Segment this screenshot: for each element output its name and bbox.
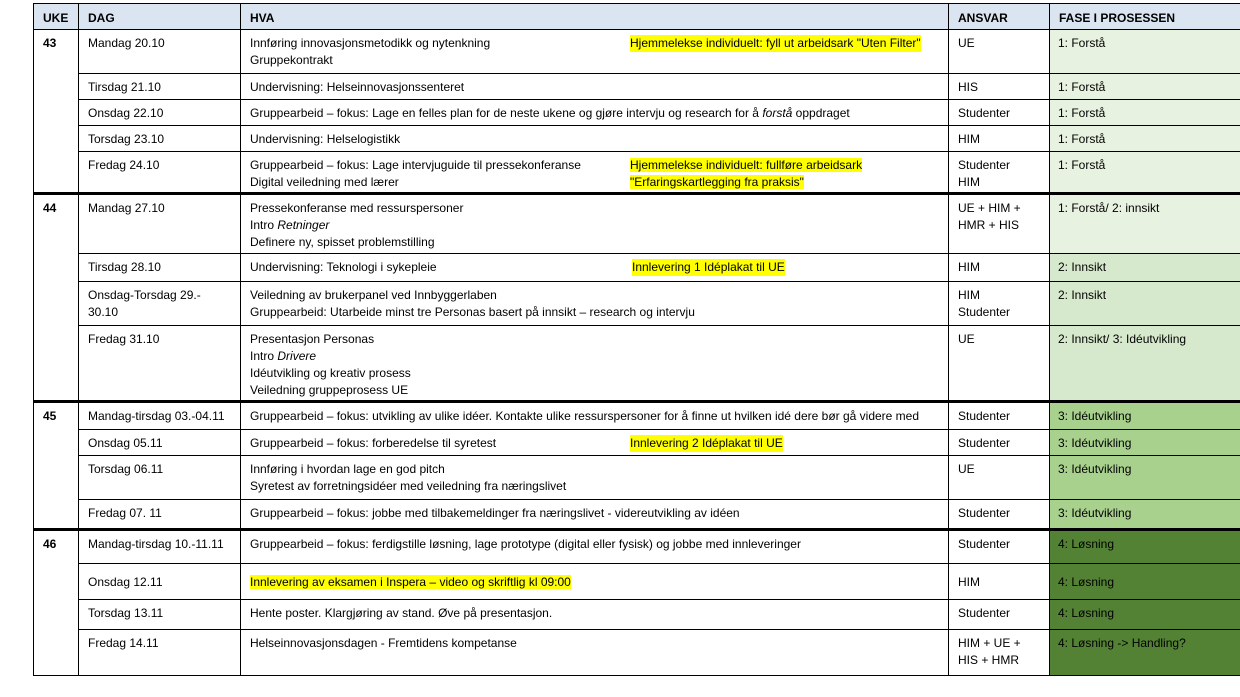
day-cell: Fredag 31.10 — [79, 326, 241, 402]
responsible-line: UE + HIM + — [958, 201, 1021, 215]
responsible-cell — [949, 282, 1050, 326]
responsible-cell: HIS — [949, 74, 1050, 100]
schedule-table — [33, 3, 1240, 676]
responsible-line: Studenter — [958, 305, 1011, 319]
phase-cell: 4: Løsning — [1050, 564, 1240, 600]
day-line: Onsdag-Torsdag 29.- — [88, 288, 201, 302]
day-cell: Mandag 20.10 — [79, 30, 241, 74]
homework-highlight: Hjemmelekse individuelt: fullføre arbeidsark — [630, 158, 863, 172]
phase-cell: 3: Idéutvikling — [1050, 430, 1240, 456]
activity-cell: Hente poster. Klargjøring av stand. Øve på presentasjon. — [241, 600, 949, 630]
table-row — [34, 530, 1240, 564]
day-cell — [79, 282, 241, 326]
phase-cell: 1: Forstå — [1050, 74, 1240, 100]
phase-cell: 4: Løsning — [1050, 530, 1240, 564]
week-number: 43 — [34, 30, 79, 194]
activity-text: oppdraget — [792, 106, 850, 120]
responsible-cell: UE — [949, 326, 1050, 402]
responsible-cell: HIM — [949, 126, 1050, 152]
phase-cell: 1: Forstå — [1050, 152, 1240, 194]
schedule-table-wrapper — [33, 3, 1240, 676]
table-row — [34, 74, 1240, 100]
table-row — [34, 600, 1240, 630]
homework-highlight: Innlevering 2 Idéplakat til UE — [630, 436, 783, 450]
header-dag: DAG — [79, 4, 241, 30]
day-cell: Onsdag 22.10 — [79, 100, 241, 126]
responsible-line: HMR + HIS — [958, 218, 1020, 232]
activity-line: Gruppearbeid – fokus: forberedelse til syretest — [250, 436, 497, 450]
activity-line: Gruppearbeid: Utarbeide minst tre Personas basert på innsikt – research og intervju — [250, 305, 695, 319]
activity-cell: Gruppearbeid – fokus: ferdigstille løsning, lage prototype (digital eller fysisk) og jobbe med innleveringer — [241, 530, 949, 564]
homework-highlight: "Erfaringskartlegging fra praksis" — [630, 175, 804, 189]
responsible-cell: Studenter — [949, 530, 1050, 564]
homework-block — [630, 157, 862, 191]
activity-line — [250, 348, 948, 365]
exam-highlight: Innlevering av eksamen i Inspera – video og skriftlig kl 09:00 — [250, 575, 571, 589]
responsible-cell: UE — [949, 456, 1050, 500]
activity-cell — [241, 100, 949, 126]
header-uke: UKE — [34, 4, 79, 30]
activity-cell: Helseinnovasjonsdagen - Fremtidens kompetanse — [241, 630, 949, 676]
activity-cell — [241, 282, 949, 326]
activity-cell: Undervisning: Helseinnovasjonssenteret — [241, 74, 949, 100]
day-cell: Torsdag 06.11 — [79, 456, 241, 500]
day-line: 30.10 — [88, 305, 119, 319]
day-cell: Fredag 07. 11 — [79, 500, 241, 530]
activity-line: Digital veiledning med lærer — [250, 175, 399, 189]
header-hva: HVA — [241, 4, 949, 30]
activity-cell — [241, 30, 949, 74]
activity-emphasis: Retninger — [277, 218, 330, 232]
responsible-cell: Studenter — [949, 500, 1050, 530]
table-row — [34, 282, 1240, 326]
activity-emphasis: forstå — [762, 106, 793, 120]
responsible-line: HIS + HMR — [958, 653, 1020, 667]
table-row — [34, 456, 1240, 500]
activity-cell: Gruppearbeid – fokus: jobbe med tilbakemeldinger fra næringslivet - videreutvikling av idéen — [241, 500, 949, 530]
activity-text: Gruppearbeid – fokus: Lage en felles plan for de neste ukene og gjøre intervju og research for å — [250, 106, 763, 120]
responsible-cell: Studenter — [949, 402, 1050, 430]
responsible-line: HIM — [958, 288, 980, 302]
responsible-line: HIM + UE + — [958, 636, 1021, 650]
activity-cell — [241, 564, 949, 600]
activity-text: Intro — [250, 349, 278, 363]
responsible-cell — [949, 194, 1050, 254]
week-number: 45 — [34, 402, 79, 530]
table-row — [34, 630, 1240, 676]
table-row — [34, 126, 1240, 152]
week-number: 46 — [34, 530, 79, 676]
responsible-cell: UE — [949, 30, 1050, 74]
activity-line: Veiledning gruppeprosess UE — [250, 383, 409, 397]
responsible-cell: Studenter — [949, 600, 1050, 630]
activity-cell — [241, 254, 949, 282]
day-cell: Tirsdag 28.10 — [79, 254, 241, 282]
activity-line: Gruppekontrakt — [250, 53, 333, 67]
homework-highlight: Innlevering 1 Idéplakat til UE — [632, 260, 785, 274]
day-cell: Torsdag 23.10 — [79, 126, 241, 152]
activity-line: Gruppearbeid – fokus: Lage intervjuguide til pressekonferanse — [250, 158, 581, 172]
phase-cell: 1: Forstå — [1050, 126, 1240, 152]
activity-line: Idéutvikling og kreativ prosess — [250, 366, 411, 380]
responsible-cell — [949, 152, 1050, 194]
phase-cell: 3: Idéutvikling — [1050, 456, 1240, 500]
day-cell: Mandag-tirsdag 10.-11.11 — [79, 530, 241, 564]
responsible-cell: HIM — [949, 564, 1050, 600]
phase-cell: 4: Løsning -> Handling? — [1050, 630, 1240, 676]
homework-highlight: Hjemmelekse individuelt: fyll ut arbeidsark "Uten Filter" — [630, 36, 921, 50]
activity-emphasis: Drivere — [277, 349, 317, 363]
activity-line: Pressekonferanse med ressurspersoner — [250, 201, 464, 215]
table-row — [34, 430, 1240, 456]
responsible-cell — [949, 630, 1050, 676]
activity-text: Intro — [250, 218, 278, 232]
activity-line: Presentasjon Personas — [250, 332, 375, 346]
header-ansvar: ANSVAR — [949, 4, 1050, 30]
responsible-line: Studenter — [958, 158, 1011, 172]
activity-line: Undervisning: Teknologi i sykepleie — [250, 260, 437, 274]
day-cell: Fredag 24.10 — [79, 152, 241, 194]
week-number: 44 — [34, 194, 79, 402]
phase-cell: 2: Innsikt/ 3: Idéutvikling — [1050, 326, 1240, 402]
table-row — [34, 30, 1240, 74]
day-cell: Onsdag 12.11 — [79, 564, 241, 600]
activity-line — [250, 217, 948, 234]
table-row — [34, 402, 1240, 430]
table-row — [34, 564, 1240, 600]
table-row — [34, 254, 1240, 282]
phase-cell: 3: Idéutvikling — [1050, 500, 1240, 530]
phase-cell: 2: Innsikt — [1050, 282, 1240, 326]
responsible-cell: Studenter — [949, 100, 1050, 126]
activity-line: Innføring i hvordan lage en god pitch — [250, 462, 445, 476]
activity-cell — [241, 194, 949, 254]
table-row — [34, 500, 1240, 530]
table-row — [34, 152, 1240, 194]
activity-line: Syretest av forretningsidéer med veiledning fra næringslivet — [250, 479, 567, 493]
header-fase: FASE I PROSESSEN — [1050, 4, 1240, 30]
activity-cell: Undervisning: Helselogistikk — [241, 126, 949, 152]
phase-cell: 3: Idéutvikling — [1050, 402, 1240, 430]
table-row — [34, 194, 1240, 254]
activity-cell — [241, 430, 949, 456]
day-cell: Mandag 27.10 — [79, 194, 241, 254]
table-row — [34, 100, 1240, 126]
day-cell: Onsdag 05.11 — [79, 430, 241, 456]
phase-cell: 1: Forstå — [1050, 100, 1240, 126]
day-cell: Mandag-tirsdag 03.-04.11 — [79, 402, 241, 430]
phase-cell: 2: Innsikt — [1050, 254, 1240, 282]
activity-cell — [241, 456, 949, 500]
phase-cell: 1: Forstå/ 2: innsikt — [1050, 194, 1240, 254]
phase-cell: 1: Forstå — [1050, 30, 1240, 74]
header-row — [34, 4, 1240, 30]
day-cell: Fredag 14.11 — [79, 630, 241, 676]
activity-line: Veiledning av brukerpanel ved Innbyggerlaben — [250, 288, 497, 302]
responsible-cell: Studenter — [949, 430, 1050, 456]
responsible-line: HIM — [958, 175, 980, 189]
day-cell: Torsdag 13.11 — [79, 600, 241, 630]
activity-cell — [241, 326, 949, 402]
responsible-cell: HIM — [949, 254, 1050, 282]
activity-cell — [241, 152, 949, 194]
table-row — [34, 326, 1240, 402]
day-cell: Tirsdag 21.10 — [79, 74, 241, 100]
activity-cell: Gruppearbeid – fokus: utvikling av ulike idéer. Kontakte ulike ressurspersoner for å finne ut hvilken idé dere bør gå videre med — [241, 402, 949, 430]
phase-cell: 4: Løsning — [1050, 600, 1240, 630]
activity-line: Definere ny, spisset problemstilling — [250, 235, 435, 249]
activity-line: Innføring innovasjonsmetodikk og nytenkning — [250, 36, 491, 50]
